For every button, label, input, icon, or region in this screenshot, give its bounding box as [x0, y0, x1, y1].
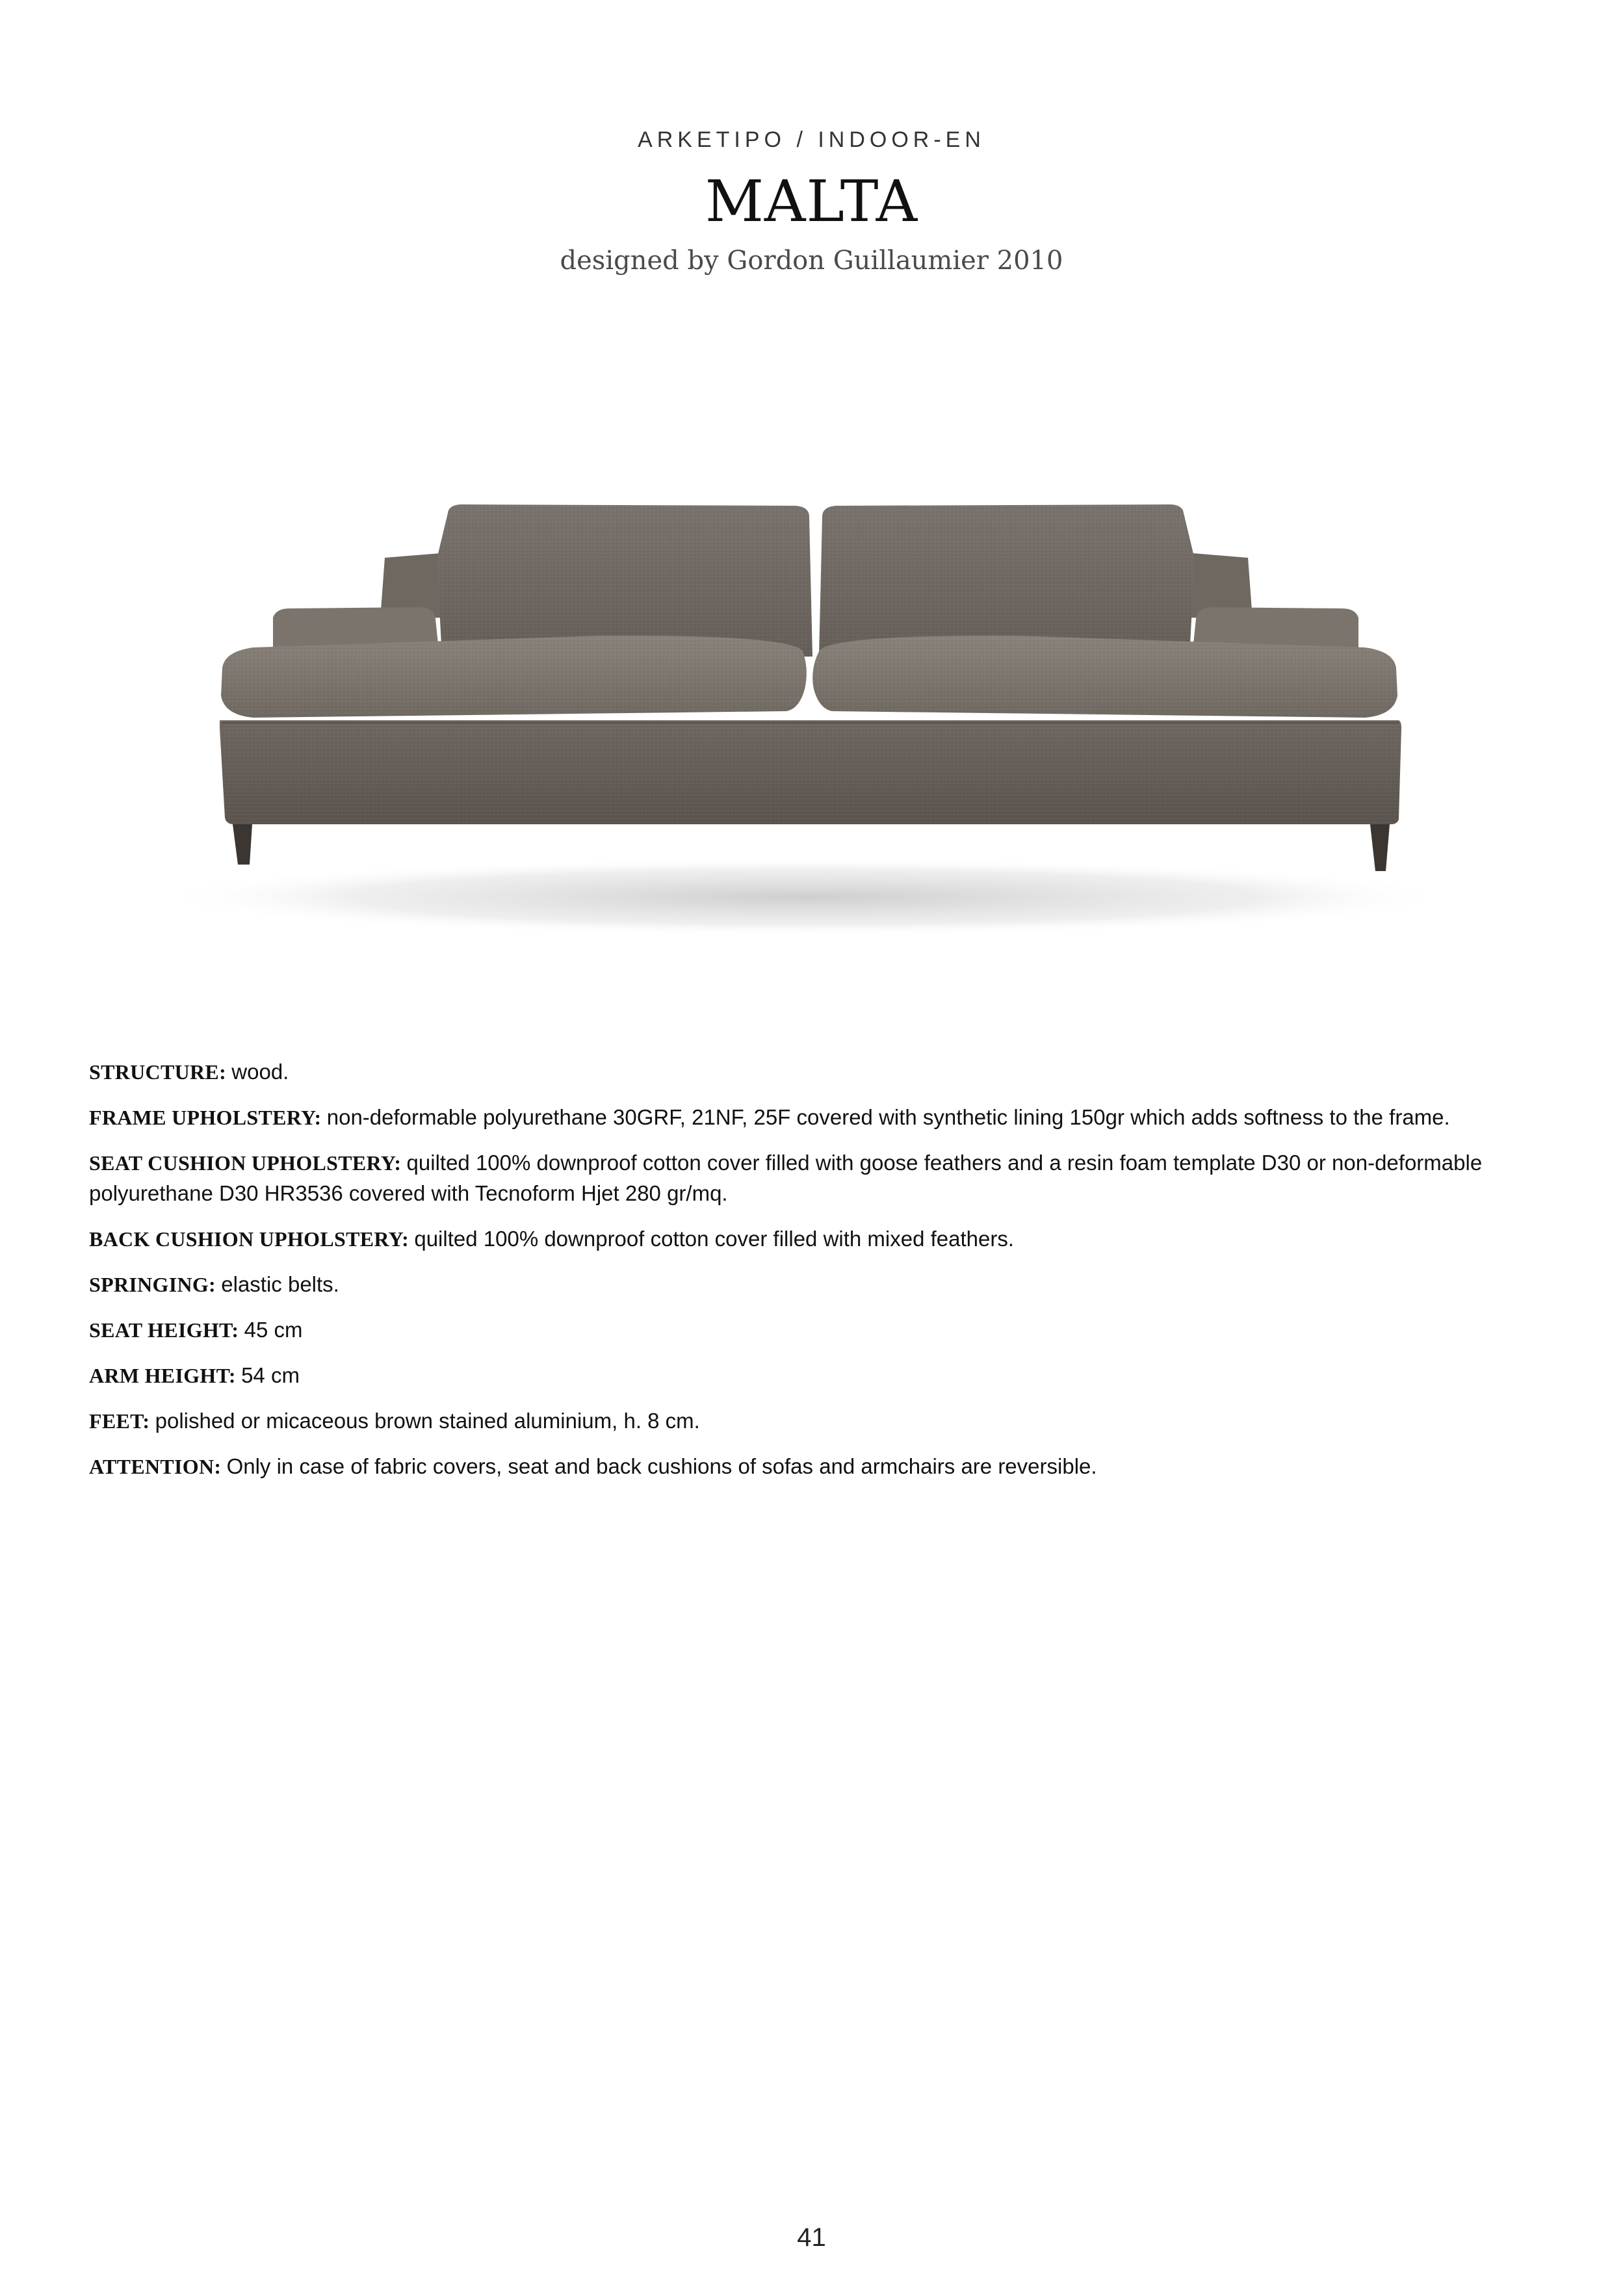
spec-arm-height: [89, 1361, 1539, 1391]
page-number: 41: [797, 2223, 826, 2252]
spec-frame-upholstery: [89, 1102, 1539, 1133]
spec-label: STRUCTURE:: [89, 1060, 227, 1084]
spec-value: 45 cm: [244, 1318, 303, 1342]
spec-label: SPRINGING:: [89, 1273, 216, 1296]
designer-credit: designed by Gordon Guillaumier 2010: [560, 246, 1063, 276]
spec-back-cushion-upholstery: [89, 1224, 1539, 1255]
spec-label: FEET:: [89, 1409, 150, 1433]
spec-seat-height: [89, 1315, 1539, 1346]
spec-label: ARM HEIGHT:: [89, 1364, 236, 1387]
spec-label: FRAME UPHOLSTERY:: [89, 1106, 322, 1129]
spec-value: Only in case of fabric covers, seat and back cushions of sofas and armchairs are reversible.: [226, 1454, 1097, 1478]
spec-label: ATTENTION:: [89, 1455, 222, 1478]
spec-feet: [89, 1406, 1539, 1437]
spec-value: quilted 100% downproof cotton cover filled with mixed feathers.: [414, 1227, 1015, 1251]
spec-value: quilted 100% downproof cotton cover filled with goose feathers and a resin foam template D30 or non-deformable polyurethane D30 HR3536 covered with Tecnoform Hjet 280 gr/mq.: [89, 1151, 1483, 1205]
spec-value: elastic belts.: [221, 1272, 339, 1296]
spec-label: SEAT CUSHION UPHOLSTERY:: [89, 1151, 402, 1175]
spec-label: SEAT HEIGHT:: [89, 1318, 239, 1342]
spec-value: non-deformable polyurethane 30GRF, 21NF, 25F covered with synthetic lining 150gr which adds softness to the frame.: [326, 1105, 1450, 1129]
spec-label: BACK CUSHION UPHOLSTERY:: [89, 1227, 409, 1251]
foot-right: [1370, 824, 1390, 871]
spec-attention: [89, 1452, 1539, 1482]
breadcrumb: ARKETIPO / INDOOR-EN: [638, 127, 985, 152]
spec-value: polished or micaceous brown stained aluminium, h. 8 cm.: [155, 1409, 700, 1433]
product-title: MALTA: [705, 168, 918, 235]
specifications: [89, 1057, 1539, 1497]
spec-value: 54 cm: [241, 1363, 300, 1387]
floor-shadow: [156, 858, 1456, 936]
spec-structure: [89, 1057, 1539, 1088]
sofa-photo: [143, 481, 1469, 949]
spec-springing: [89, 1270, 1539, 1300]
spec-value: wood.: [231, 1060, 289, 1084]
foot-left: [233, 824, 252, 865]
spec-seat-cushion-upholstery: [89, 1148, 1539, 1209]
